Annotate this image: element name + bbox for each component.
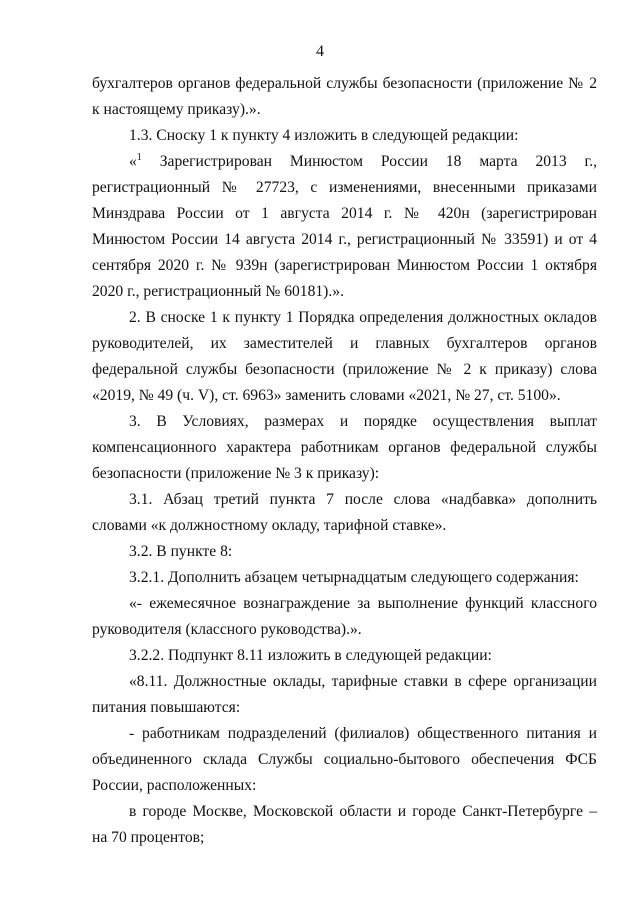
paragraph-3: 3. В Условиях, размерах и порядке осуществления выплат компенсационного характера работникам органов федеральной службы безопасности (приложение № 3 к приказу):: [92, 413, 597, 482]
paragraph-3-1: 3.1. Абзац третий пункта 7 после слова «надбавка» дополнить словами «к должностному окладу, тарифной ставке».: [92, 491, 597, 534]
footnote-mark: 1: [136, 151, 142, 163]
paragraph-footnote-text: [92, 149, 597, 305]
paragraph-continuation: бухгалтеров органов федеральной службы безопасности (приложение № 2 к настоящему приказу).».: [92, 75, 597, 118]
paragraph-3-2-1: 3.2.1. Дополнить абзацем четырнадцатым следующего содержания:: [129, 569, 579, 586]
footnote-body: Зарегистрирован Минюстом России 18 марта 2013 г., регистрационный № 27723, с изменениями, внесенными приказами Минздрава России от 1 августа 2014 г. № 420н (зарегистрирован Минюстом России 14 августа 2014 г., регистрационный № 33591) и от 4 сентября 2020 г. № 939н (зарегистрирован Минюстом России 1 октября 2020 г., регистрационный № 60181).».: [92, 153, 597, 300]
paragraph-3-2: 3.2. В пункте 8:: [129, 543, 233, 560]
document-body: [92, 71, 597, 851]
paragraph-quoted-addition: «- ежемесячное вознаграждение за выполнение функций классного руководителя (классного руководства).».: [92, 595, 597, 638]
paragraph-moscow-rate: в городе Москве, Московской области и городе Санкт-Петербурге – на 70 процентов;: [92, 803, 597, 846]
paragraph-2: 2. В сноске 1 к пункту 1 Порядка определения должностных окладов руководителей, их заместителей и главных бухгалтеров органов федеральной службы безопасности (приложение № 2 к приказу) слова «2019, № 49 (ч. V), ст. 6963» заменить словами «2021, № 27, ст. 5100».: [92, 309, 597, 404]
paragraph-catering-workers: - работникам подразделений (филиалов) общественного питания и объединенного склада Службы социально-бытового обеспечения ФСБ России, расположенных:: [92, 725, 597, 794]
page-number: 4: [316, 43, 324, 60]
opening-quote: «: [129, 153, 137, 170]
paragraph-1-3: 1.3. Сноску 1 к пункту 4 изложить в следующей редакции:: [129, 127, 519, 144]
paragraph-3-2-2: 3.2.2. Подпункт 8.11 изложить в следующей редакции:: [129, 647, 492, 664]
paragraph-8-11: «8.11. Должностные оклады, тарифные ставки в сфере организации питания повышаются:: [92, 673, 597, 716]
